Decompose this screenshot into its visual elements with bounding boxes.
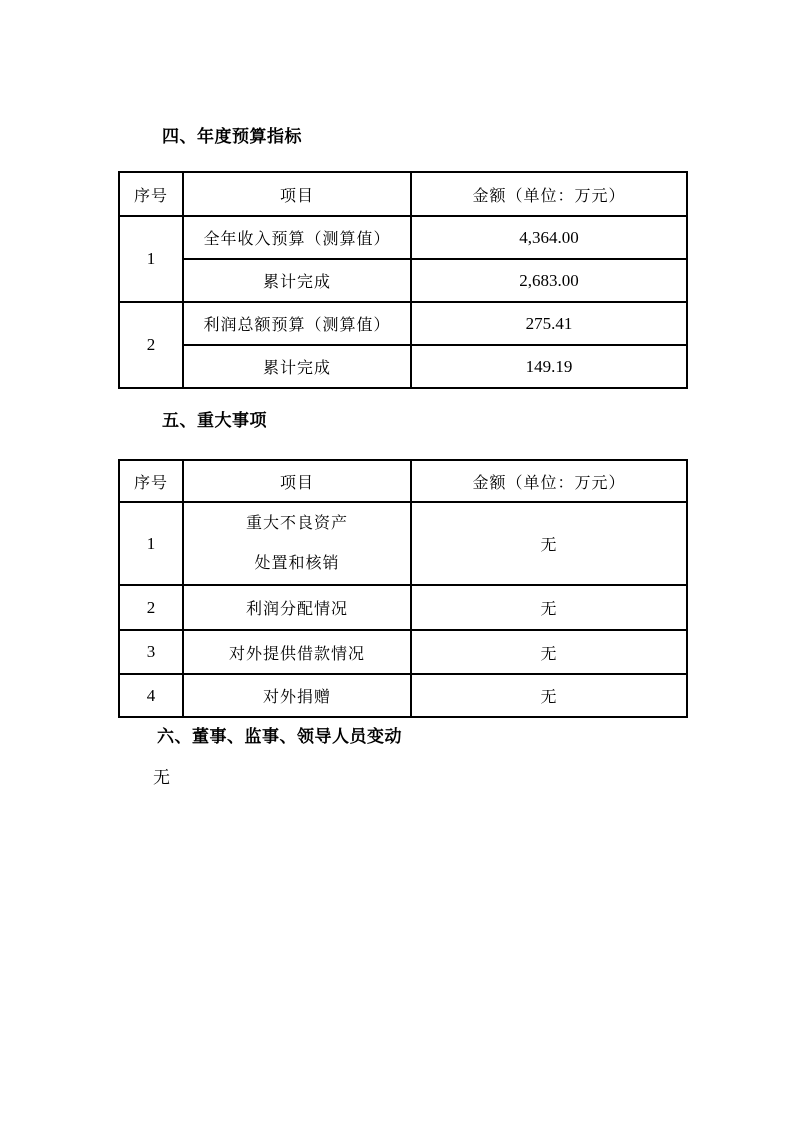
amount-cell: 275.41 [411,302,687,345]
col-header-item: 项目 [183,460,411,502]
item-label-cell: 对外提供借款情况 [183,630,411,674]
item-label-line: 重大不良资产 [245,514,348,532]
amount-cell: 无 [411,585,687,630]
col-header-item: 项目 [183,172,411,216]
item-label-cell [183,502,411,585]
table-row [119,630,687,674]
item-label-cell: 全年收入预算（测算值） [183,216,411,259]
table-row [119,216,687,259]
table-row [119,674,687,717]
seq-cell: 1 [119,502,183,585]
item-label-cell: 累计完成 [183,259,411,302]
personnel-changes-body: 无 [153,768,171,787]
seq-cell: 2 [119,585,183,630]
col-header-seq: 序号 [119,172,183,216]
col-header-seq: 序号 [119,460,183,502]
table-header-row [119,460,687,502]
item-label-line: 处置和核销 [254,554,340,572]
section-heading-annual-budget: 四、年度预算指标 [162,127,302,146]
table-header-row [119,172,687,216]
seq-cell: 2 [119,302,183,388]
col-header-amount: 金额（单位：万元） [411,172,687,216]
table-row [119,502,687,585]
seq-cell: 3 [119,630,183,674]
amount-cell: 无 [411,502,687,585]
amount-cell: 无 [411,674,687,717]
section-heading-major-events: 五、重大事项 [162,411,267,430]
seq-cell: 1 [119,216,183,302]
item-label-cell: 累计完成 [183,345,411,388]
item-label-cell: 对外捐赠 [183,674,411,717]
major-events-table [118,459,688,718]
seq-cell: 4 [119,674,183,717]
table-row [119,345,687,388]
table-row [119,259,687,302]
table-row [119,302,687,345]
amount-cell: 149.19 [411,345,687,388]
item-label-cell: 利润总额预算（测算值） [183,302,411,345]
amount-cell: 2,683.00 [411,259,687,302]
amount-cell: 4,364.00 [411,216,687,259]
section-heading-personnel-changes: 六、董事、监事、领导人员变动 [157,727,402,746]
table-row [119,585,687,630]
item-label-cell: 利润分配情况 [183,585,411,630]
amount-cell: 无 [411,630,687,674]
annual-budget-table [118,171,688,389]
col-header-amount: 金额（单位：万元） [411,460,687,502]
